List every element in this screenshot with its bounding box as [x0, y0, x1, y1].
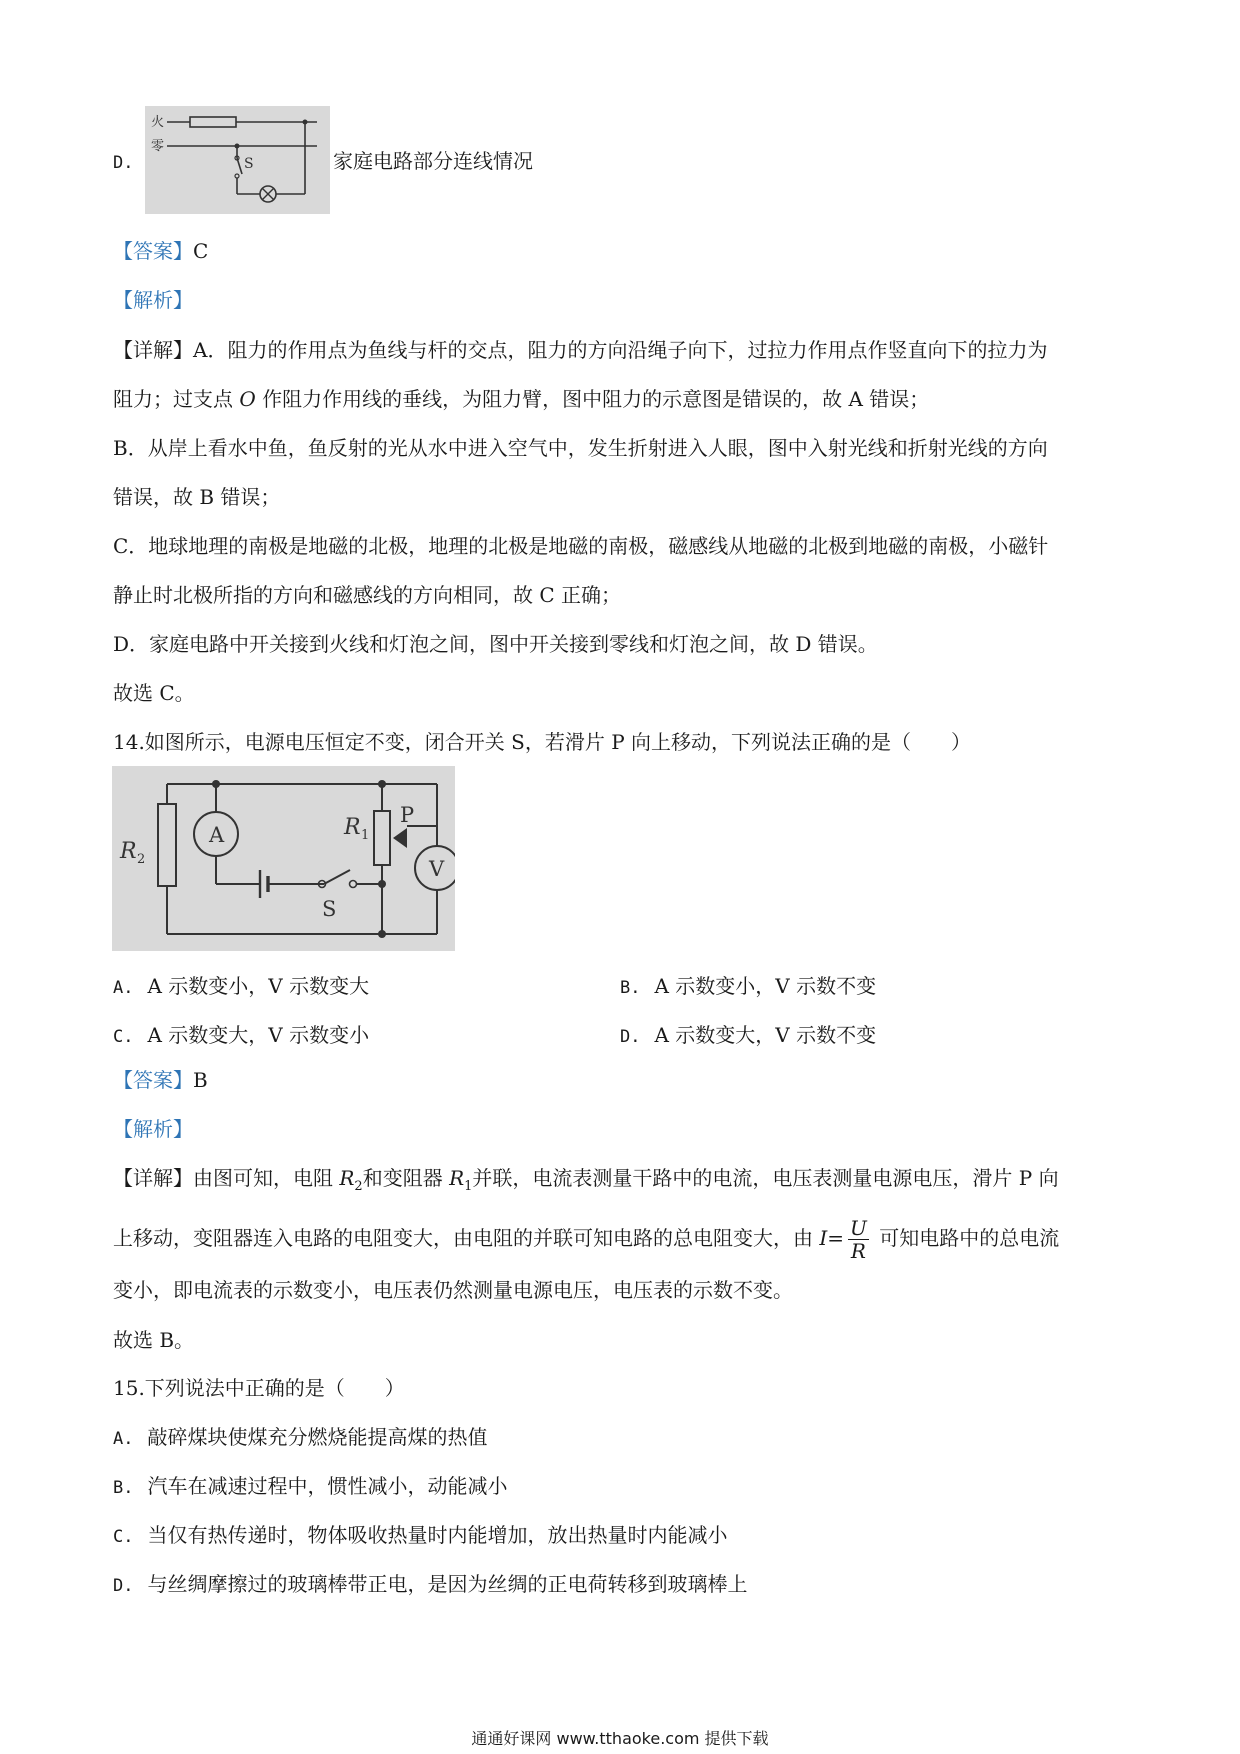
q14-option-c: C. A 示数变大，V 示数变小	[113, 1023, 370, 1047]
q15-option-a: A. 敲碎煤块使煤充分燃烧能提高煤的热值	[113, 1425, 488, 1449]
q13-detail-a-line2: 阻力；过支点 O 作阻力作用线的垂线，为阻力臂，图中阻力的示意图是错误的，故 A 错误；	[113, 387, 930, 411]
answer-tag: 【答案】	[113, 1068, 193, 1092]
live-wire-label: 火	[151, 115, 165, 130]
q14-analysis-tag: 【解析】	[113, 1117, 193, 1141]
q15-option-c: C. 当仅有热传递时，物体吸收热量时内能增加，放出热量时内能减小	[113, 1523, 728, 1547]
neutral-wire-label: 零	[151, 139, 165, 154]
answer-value: B	[193, 1068, 208, 1092]
q13-detail-c-line2: 静止时北极所指的方向和磁感线的方向相同，故 C 正确；	[113, 583, 622, 607]
q13-answer	[113, 237, 208, 265]
rheostat-r1-icon	[374, 811, 390, 865]
formula-lhs: I=	[819, 1226, 845, 1250]
q14-option-d: D. A 示数变大，V 示数不变	[620, 1023, 877, 1047]
detail-tag: 【详解】	[113, 1166, 193, 1190]
q14-detail-line1: 【详解】由图可知，电阻 $R_2$和变阻器 $R_1$并联，电流表测量干路中的电流，电压表测量电源电压，滑片 P 向	[113, 1166, 1059, 1194]
q15-question: 15.下列说法中正确的是（ ）	[113, 1376, 405, 1400]
p-label: P	[400, 803, 415, 827]
ammeter-label: A	[209, 823, 225, 847]
slider-p-icon	[393, 828, 407, 848]
fuse-icon	[190, 117, 236, 127]
parallel-circuit-figure	[112, 766, 455, 951]
r2-label: R	[120, 839, 137, 864]
q14-answer	[113, 1066, 208, 1094]
formula-fraction: $\frac{U}{R}$	[850, 1216, 867, 1263]
detail-tag: 【详解】	[113, 338, 193, 362]
switch-label: S	[244, 156, 254, 172]
q14-detail-line2: 上移动，变阻器连入电路的电阻变大，由电阻的并联可知电路的总电阻变大，由 I= $\frac{U}{R}$ 可知电路中的总电流	[113, 1216, 1060, 1263]
s-label: S	[322, 897, 337, 921]
q14-detail-line3: 变小，即电流表的示数变小，电压表仍然测量电源电压，电压表的示数不变。	[113, 1278, 793, 1302]
q14-option-b: B. A 示数变小，V 示数不变	[620, 974, 877, 998]
q14-conclusion: 故选 B。	[113, 1328, 195, 1352]
resistor-r2-icon	[158, 804, 176, 886]
q13-option-d-label: D.	[113, 153, 134, 173]
household-circuit-figure	[145, 106, 330, 214]
svg-text:2: 2	[137, 852, 146, 867]
q13-analysis-tag: 【解析】	[113, 288, 193, 312]
q14-option-a: A. A 示数变小，V 示数变大	[113, 974, 370, 998]
q13-detail-b-line2: 错误，故 B 错误；	[113, 485, 281, 509]
page-footer: 通通好课网 www.tthaoke.com 提供下载	[471, 1729, 769, 1748]
q13-detail-d: D．家庭电路中开关接到火线和灯泡之间，图中开关接到零线和灯泡之间，故 D 错误。	[113, 632, 878, 656]
q13-detail-b-line1: B．从岸上看水中鱼，鱼反射的光从水中进入空气中，发生折射进入人眼，图中入射光线和折射光线的方向	[113, 436, 1048, 460]
answer-value: C	[193, 239, 209, 263]
switch-s-icon	[324, 870, 350, 884]
svg-text:1: 1	[361, 828, 370, 843]
q14-question: 14.如图所示，电源电压恒定不变，闭合开关 S，若滑片 P 向上移动，下列说法正确的是（ ）	[113, 730, 972, 754]
q15-option-d: D. 与丝绸摩擦过的玻璃棒带正电，是因为丝绸的正电荷转移到玻璃棒上	[113, 1572, 748, 1596]
q13-detail-a-line1: 【详解】A．阻力的作用点为鱼线与杆的交点，阻力的方向沿绳子向下，过拉力作用点作竖直向下的拉力为	[113, 338, 1048, 362]
r1-label: R	[344, 815, 361, 840]
q13-detail-c-line1: C．地球地理的南极是地磁的北极，地理的北极是地磁的南极，磁感线从地磁的北极到地磁的南极，小磁针	[113, 534, 1049, 558]
q15-option-b: B. 汽车在减速过程中，惯性减小，动能减小	[113, 1474, 508, 1498]
q13-option-d-text: 家庭电路部分连线情况	[333, 149, 533, 173]
q13-conclusion: 故选 C。	[113, 681, 195, 705]
answer-tag: 【答案】	[113, 239, 193, 263]
voltmeter-label: V	[429, 857, 445, 881]
